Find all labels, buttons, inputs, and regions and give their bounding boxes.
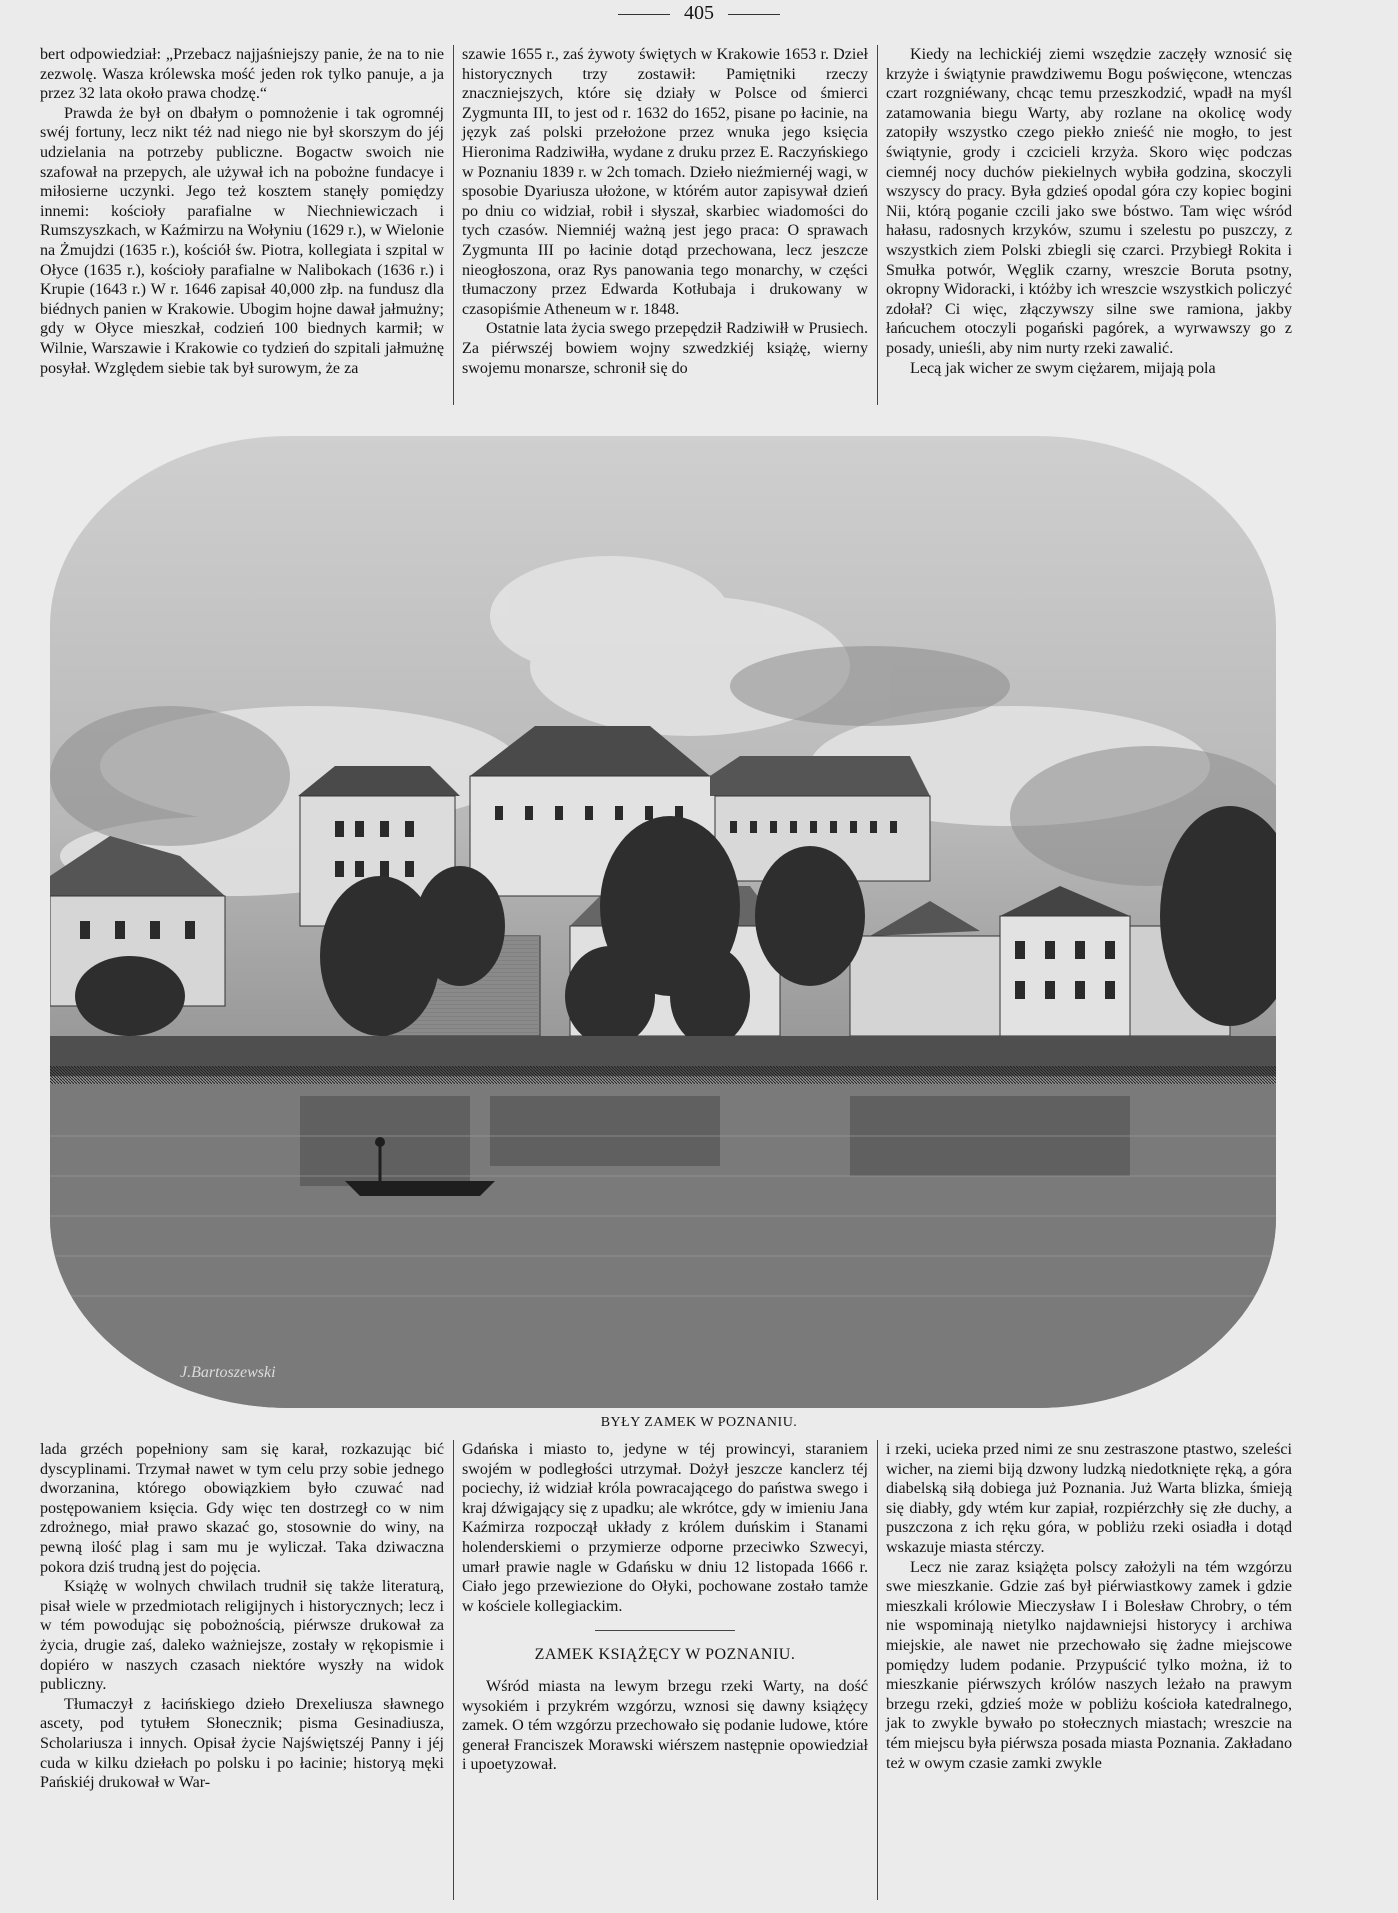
top-column-1 bbox=[40, 45, 444, 378]
paragraph: Wśród miasta na lewym brzegu rzeki Warty, na dość wysokiém i przykrém wzgórzu, wznosi się dawny książęcy zamek. O tém wzgórzu przechowało się podanie ludowe, które generał Franciszek Morawski wiérszem następnie opowiedział i upoetyzował. bbox=[462, 1677, 868, 1774]
castle-engraving bbox=[50, 436, 1276, 1408]
column-divider bbox=[877, 45, 878, 405]
top-column-2 bbox=[462, 45, 868, 378]
paragraph: Gdańska i miasto to, jedyne w téj prowincyi, staraniem swojém w podległości utrzymał. Dożył jeszcze kanclerz téj pociechy, iż widział króla powracającego do państwa swego i kraj dźwigający się z upadku; ale wkrótce, gdy w imieniu Jana Kaźmirza rozpoczął układy z królem duńskim i Stanami holenderskiemi o przymierze odporne przeciwko Szwecyi, umarł prawie nagle w Gdańsku w dniu 12 listopada 1666 r. Ciało jego przewiezione do Ołyki, pochowane zostało tamże w kościele kollegiackim. bbox=[462, 1441, 868, 1615]
section-title: ZAMEK KSIĄŻĘCY W POZNANIU. bbox=[534, 1646, 796, 1664]
paragraph: szawie 1655 r., zaś żywoty świętych w Krakowie 1653 r. Dzieł historycznych trzy zostawił: Pamiętniki rzeczy znaczniejszych, które się działy w Polsce od śmierci Zygmunta III, to jest od r. 1632 do 1652, pisane po łacinie, na język zaś polski przełożone przez wnuka jego księcia Hieronima Radziwiłła, wydane z druku przez E. Raczyńskiego w Poznaniu 1839 r. w 2ch tomach. Dzieło nieźmiernéj wagi, w sposobie Dyariusza ułożone, w którém autor zapisywał dzień po dniu co widział, robił i słyszał, skarbiec wiadomości do tych czasów. Niemniéj ważną jest jego praca: O sprawach Zygmunta III po łacinie dotąd przechowana, lecz jeszcze nieogłoszona, oraz Rys panowania tego monarchy, w części tłumaczony przez Edwarda Kotłubaja i drukowany w czasopiśmie Atheneum w r. 1848. bbox=[462, 46, 868, 318]
paragraph: Lecz nie zaraz książęta polscy założyli na tém wzgórzu swe mieszkanie. Gdzie zaś był piérwiastkowy zamek i gdzie mieszkali królowie Mieczysław I i Bolesław Chrobry, o tém nie wspominają nietylko najdawniejsi historycy i archiwa miejskie, ale nawet nie przechowało się żadne miejscowe pomiędzy ludem podanie. Przypuścić tylko można, iż to mieszkanie piérwszych królów naszych leżało na prawym brzegu rzeki, gdzieś może w pobliżu kościoła katedralnego, jak to zwykle bywało po stołecznych miastach; wreszcie na tém miejscu była piérwsza posada miasta Poznania. Zakładano też w owym czasie zamki zwykle bbox=[886, 1558, 1292, 1772]
paragraph: i rzeki, ucieka przed nimi ze snu zestraszone ptastwo, szeleści wicher, na ziemi biją dzwony ludzką niedotknięte ręką, a góra diabelską siłą dobiega już Poznania. Już Warta blizka, śmieją się diabły, gdy wtém kur zapiał, rozpiérzchły się złe duchy, a puszczona z ich ręku góra, w pobliżu rzeki osiadła i dotąd wskazuje miasta stérczy. bbox=[886, 1441, 1292, 1556]
bottom-column-3 bbox=[886, 1440, 1292, 1773]
section-rule bbox=[595, 1630, 735, 1631]
column-divider bbox=[453, 1440, 454, 1900]
paragraph: bert odpowiedział: „Przebacz najjaśniejszy panie, że na to nie zezwolę. Wasza królewska mość jeden rok tylko panuje, a ja przez 32 lata około prawa chodzę.“ bbox=[40, 46, 444, 103]
paragraph: Książę w wolnych chwilach trudnił się także literaturą, pisał wiele w przedmiotach religijnych i historycznych; lecz i w tém powodując się pobożnością, piérwsze drukował za życia, drugie zaś, daleko ważniejsze, zostały w rękopismie i dopiéro w naszych czasach niektóre wyszły na widok publiczny. bbox=[40, 1578, 444, 1694]
illustration-caption: BYŁY ZAMEK W POZNANIU. bbox=[600, 1415, 798, 1430]
bottom-column-1 bbox=[40, 1440, 444, 1793]
paragraph: Prawda że był on dbałym o pomnożenie i tak ogromnéj swéj fortuny, lecz nikt téż nad niego nie był skorszym do jéj udzielania na potrzeby publiczne. Bogactw swoich nie szafował na przepych, ale używał ich na pobożne fundacye i miłosierne uczynki. Jego też kosztem stanęły pomiędzy innemi: kościoły parafialne w Niechniewiczach i Rumszyszkach, w Kaźmirzu na Wołyniu (1629 r.), w Wielonie na Żmujdzi (1635 r.), kościół św. Piotra, kollegiata i szpital w Ołyce (1635 r.), kościoły parafialne w Nalibokach (1636 r.) i Krupie (1643 r.) W r. 1646 zapisał 40,000 złp. na fundusz dla biédnych panien w Krakowie. Ubogim hojne dawał jałmużny; gdy w Ołyce mieszkał, codzień 100 biednych karmił; w Wilnie, Warszawie i Krakowie co tydzień do szpitali jałmużnę posyłał. Względem siebie tak był surowym, że za bbox=[40, 104, 444, 377]
column-divider bbox=[877, 1440, 878, 1900]
paragraph: Kiedy na lechickiéj ziemi wszędzie zaczęły wznosić się krzyże i świątynie prawdziwemu Bogu poświęcone, wtenczas czart rozgniéwany, chcąc temu przeszkodzić, wpadł na myśl zatamowania biegu Warty, aby rozlane na okolicę wody zatopiły wszystko czego piekło znieść nie mogło, to jest świątynie, grody i czcicieli krzyża. Skoro więc podczas ciemnéj nocy duchów piekielnych wybiła godzina, skoczyli wszyscy do pracy. Była gdzieś opodal góra czy kopiec bogini Nii, którą poganie czcili jako swe bóstwo. Tam więc wśród hałasu, radosnych krzyków, szumu i szelestu po puszczy, z wszystkich ziem Polski zbiegli się czarci. Przybiegł Rokita i Smułka potwór, Węglik czarny, wreszcie Boruta psotny, okropny Widoracki, i któżby ich wreszcie wszystkich policzyć zdołał? Ci więc, złączywszy silne swe ramiona, jakby łańcuchem otoczyli pogański pagórek, a wyrwawszy go z posady, unieśli, aby nim nurty rzeki zawalić. bbox=[886, 46, 1292, 357]
paragraph: Tłumaczył z łacińskiego dzieło Drexeliusza sławnego ascety, pod tytułem Słonecznik; pisma Gesinadiusza, Scholariusza i innych. Opisał życie Najświętszéj Panny i jéj cuda w kilku dziełach po polsku i po łacinie; historyą męki Pańskiéj drukował w War- bbox=[40, 1695, 444, 1792]
paragraph: lada grzéch popełniony sam się karał, rozkazując bić dyscyplinami. Trzymał nawet w tym celu przy sobie jednego dworzanina, którego obowiązkiem było czuwać nad postępowaniem księcia. Gdy więc ten dostrzegł co w nim zdrożnego, miał prawo skazać go, stosownie do winy, na pewną ilość plag i sam mu je wyliczał. Taka dziwaczna pokora dziś trudną jest do pojęcia. bbox=[40, 1441, 444, 1576]
column-divider bbox=[453, 45, 454, 405]
bottom-column-2 bbox=[462, 1440, 868, 1775]
page-number: 405 bbox=[0, 2, 1398, 25]
paragraph: Lecą jak wicher ze swym ciężarem, mijają pola bbox=[910, 359, 1216, 377]
artist-signature: J.Bartoszewski bbox=[180, 1364, 276, 1381]
top-column-3 bbox=[886, 45, 1292, 378]
paragraph: Ostatnie lata życia swego przepędził Radziwiłł w Prusiech. Za piérwszéj bowiem wojny szwedzkiéj książę, wierny swojemu monarsze, schronił się do bbox=[462, 320, 868, 377]
